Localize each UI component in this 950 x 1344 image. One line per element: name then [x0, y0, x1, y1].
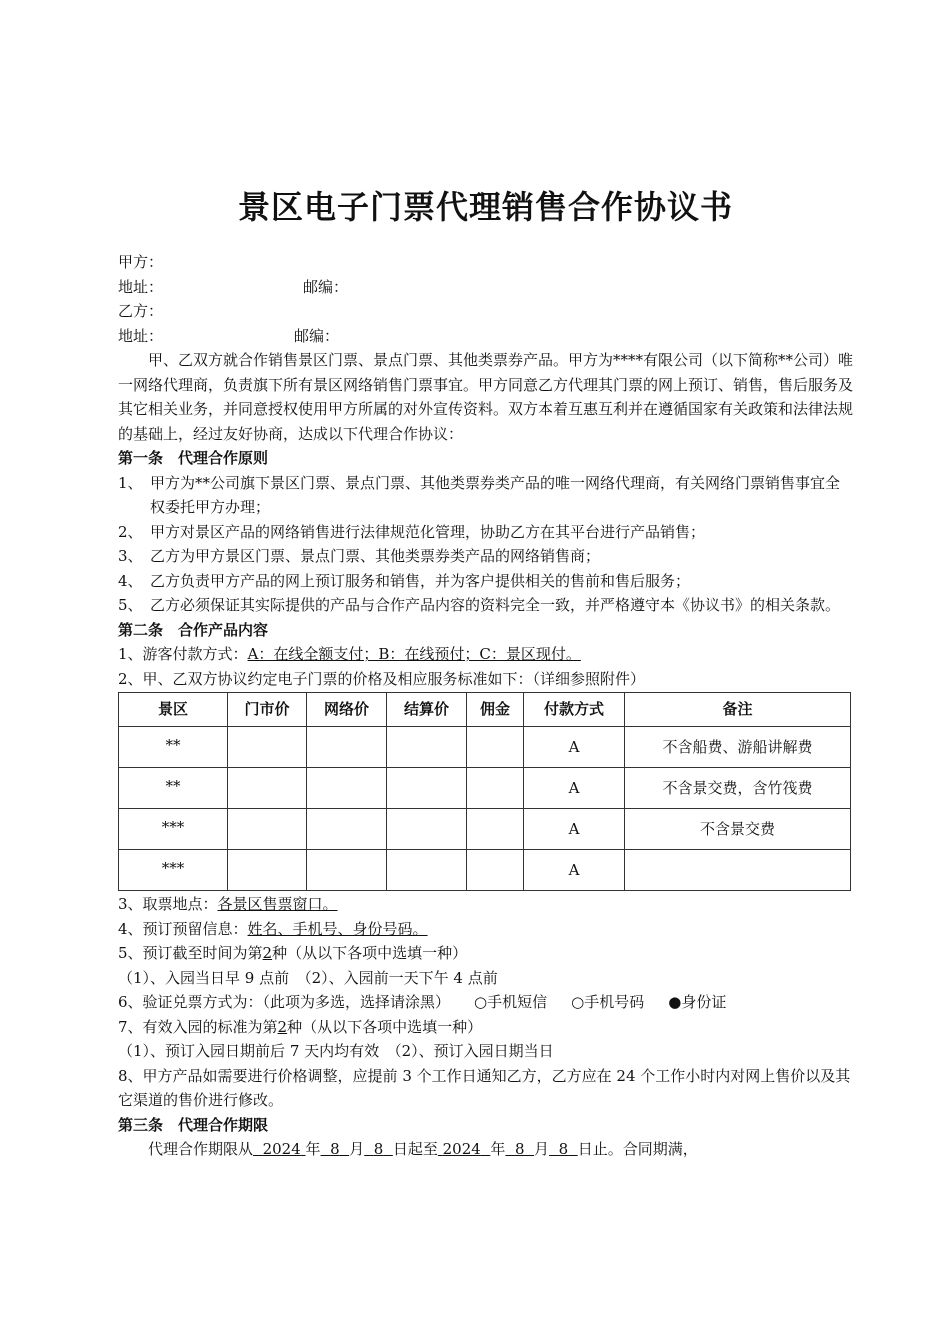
year-unit: 年	[490, 1140, 506, 1158]
table-cell: 不含景交费，含竹筏费	[625, 768, 851, 809]
col-header: 佣金	[467, 693, 524, 727]
table-cell	[307, 727, 387, 768]
table-cell	[228, 727, 307, 768]
table-cell	[467, 809, 524, 850]
deadline-line	[118, 941, 853, 966]
postcode-a-label: 邮编：	[303, 277, 349, 296]
table-cell	[387, 727, 467, 768]
table-cell	[467, 727, 524, 768]
table-cell	[387, 768, 467, 809]
party-b-label: 乙方：	[118, 302, 164, 320]
start-year: 2024	[262, 1140, 301, 1158]
list-item-text: 甲方为**公司旗下景区门票、景点门票、其他类票券类产品的唯一网络代理商，有关网络门票销售事宜全权委托甲方办理；	[150, 473, 841, 516]
col-header: 景区	[119, 693, 228, 727]
document-body	[118, 250, 853, 1162]
list-item-number: 1、	[118, 473, 143, 492]
term-post: 日止。合同期满，	[577, 1140, 698, 1158]
verify-option-label: 手机号码	[584, 993, 645, 1011]
list-item-text: 甲方对景区产品的网络销售进行法律规范化管理，协助乙方在其平台进行产品销售；	[150, 522, 706, 541]
table-cell	[467, 768, 524, 809]
address-a-line	[118, 275, 853, 300]
table-cell	[307, 768, 387, 809]
table-cell: **	[119, 768, 228, 809]
postcode-b-label: 邮编：	[294, 326, 340, 345]
table-cell	[387, 850, 467, 891]
col-header: 付款方式	[524, 693, 625, 727]
reserve-line	[118, 917, 853, 942]
table-cell	[307, 809, 387, 850]
end-month: 8	[514, 1140, 525, 1158]
table-cell: ***	[119, 850, 228, 891]
valid-value: 2	[277, 1017, 288, 1036]
list-item	[118, 593, 853, 618]
verify-option-phone[interactable]	[571, 990, 644, 1015]
deadline-value: 2	[262, 944, 273, 962]
reserve-value: 姓名、手机号、身份号码。	[247, 919, 428, 938]
table-cell: A	[524, 727, 625, 768]
table-cell: 不含船费、游船讲解费	[625, 727, 851, 768]
term-line	[118, 1137, 853, 1162]
from-text: 日起至	[392, 1140, 438, 1158]
verify-option-label: 身份证	[681, 993, 727, 1011]
list-item-number: 2、	[118, 522, 143, 541]
valid-options: （1）、预订入园日期前后 7 天内均有效 （2）、预订入园日期当日	[118, 1042, 554, 1060]
article3-title: 第三条 代理合作期限	[118, 1115, 269, 1134]
radio-empty-icon: ○	[474, 993, 488, 1011]
reserve-label: 4、预订预留信息：	[118, 919, 248, 938]
table-cell: A	[524, 850, 625, 891]
table-header-row	[119, 693, 851, 727]
party-b-line	[118, 299, 853, 324]
valid-post: 种（从以下各项中选填一种）	[287, 1017, 483, 1036]
pickup-value: 各景区售票窗口。	[217, 895, 338, 913]
verify-option-idcard[interactable]	[668, 990, 726, 1015]
payment-label: 1、游客付款方式：	[118, 645, 248, 663]
valid-line	[118, 1015, 853, 1040]
article2-title: 第二条 合作产品内容	[118, 620, 269, 639]
table-cell: A	[524, 768, 625, 809]
end-year: 2024	[442, 1140, 481, 1158]
col-header: 门市价	[228, 693, 307, 727]
list-item	[118, 544, 853, 569]
table-cell: ***	[119, 809, 228, 850]
list-item-number: 4、	[118, 571, 143, 590]
price-intro: 2、甲、乙双方协议约定电子门票的价格及相应服务标准如下：（详细参照附件）	[118, 669, 646, 688]
list-item	[118, 471, 853, 520]
month-unit: 月	[534, 1140, 550, 1158]
list-item	[118, 520, 853, 545]
radio-filled-icon: ●	[668, 993, 682, 1011]
article1-title: 第一条 代理合作原则	[118, 449, 269, 467]
intro-paragraph: 甲、乙双方就合作销售景区门票、景点门票、其他类票券产品。甲方为****有限公司（以下简称**公司）唯一网络代理商，负责旗下所有景区网络销售门票事宜。甲方同意乙方代理其门票的网上预订、销售，售后服务及其它相关业务，并同意授权使用甲方所属的对外宣传资料。双方本着互惠互利并在遵循国家有关政策和法律法规的基础上，经过友好协商，达成以下代理合作协议：	[118, 351, 854, 443]
address-b-line	[118, 324, 853, 349]
table-row	[119, 727, 851, 768]
pickup-label: 3、取票地点：	[118, 895, 218, 913]
table-cell	[228, 850, 307, 891]
address-a-label: 地址：	[118, 277, 164, 296]
party-a-label: 甲方：	[118, 253, 164, 271]
end-day: 8	[558, 1140, 569, 1158]
col-header: 结算价	[387, 693, 467, 727]
table-cell	[228, 809, 307, 850]
list-item-text: 乙方必须保证其实际提供的产品与合作产品内容的资料完全一致，并严格遵守本《协议书》的相关条款。	[150, 596, 841, 614]
verify-option-sms[interactable]	[474, 990, 547, 1015]
price-adjust-paragraph: 8、甲方产品如需要进行价格调整，应提前 3 个工作日通知乙方，乙方应在 24 个工作小时内对网上售价以及其它渠道的售价进行修改。	[118, 1066, 851, 1109]
list-item-number: 5、	[118, 596, 143, 614]
col-header: 网络价	[307, 693, 387, 727]
list-item-text: 乙方为甲方景区门票、景点门票、其他类票券类产品的网络销售商；	[150, 547, 601, 565]
valid-pre: 7、有效入园的标准为第	[118, 1017, 278, 1036]
address-b-label: 地址：	[118, 326, 164, 345]
party-a-line	[118, 250, 853, 275]
document-title: 景区电子门票代理销售合作协议书	[237, 188, 733, 226]
term-pre: 代理合作期限从	[148, 1140, 254, 1158]
table-row	[119, 850, 851, 891]
list-item	[118, 569, 853, 594]
table-cell	[387, 809, 467, 850]
pickup-line	[118, 892, 853, 917]
deadline-options: （1）、入园当日早 9 点前 （2）、入园前一天下午 4 点前	[118, 968, 498, 987]
table-cell: 不含景交费	[625, 809, 851, 850]
table-cell	[467, 850, 524, 891]
table-cell	[307, 850, 387, 891]
price-table	[118, 692, 851, 891]
table-row	[119, 768, 851, 809]
month-unit: 月	[349, 1140, 365, 1158]
verify-line	[118, 990, 853, 1015]
list-item-number: 3、	[118, 547, 143, 565]
table-cell	[228, 768, 307, 809]
table-cell	[625, 850, 851, 891]
start-month: 8	[330, 1140, 340, 1158]
verify-label: 6、验证兑票方式为：（此项为多选，选择请涂黑）	[118, 993, 451, 1011]
deadline-post: 种（从以下各项中选填一种）	[272, 944, 468, 962]
year-unit: 年	[305, 1140, 321, 1158]
table-cell: A	[524, 809, 625, 850]
start-day: 8	[373, 1140, 384, 1158]
table-cell: **	[119, 727, 228, 768]
radio-empty-icon: ○	[571, 993, 585, 1011]
deadline-pre: 5、预订截至时间为第	[118, 944, 263, 962]
payment-value: A：在线全额支付；B：在线预付；C：景区现付。	[247, 645, 581, 663]
payment-line	[118, 642, 853, 667]
list-item-text: 乙方负责甲方产品的网上预订服务和销售，并为客户提供相关的售前和售后服务；	[150, 571, 691, 590]
col-header: 备注	[625, 693, 851, 727]
table-row	[119, 809, 851, 850]
verify-option-label: 手机短信	[487, 993, 548, 1011]
